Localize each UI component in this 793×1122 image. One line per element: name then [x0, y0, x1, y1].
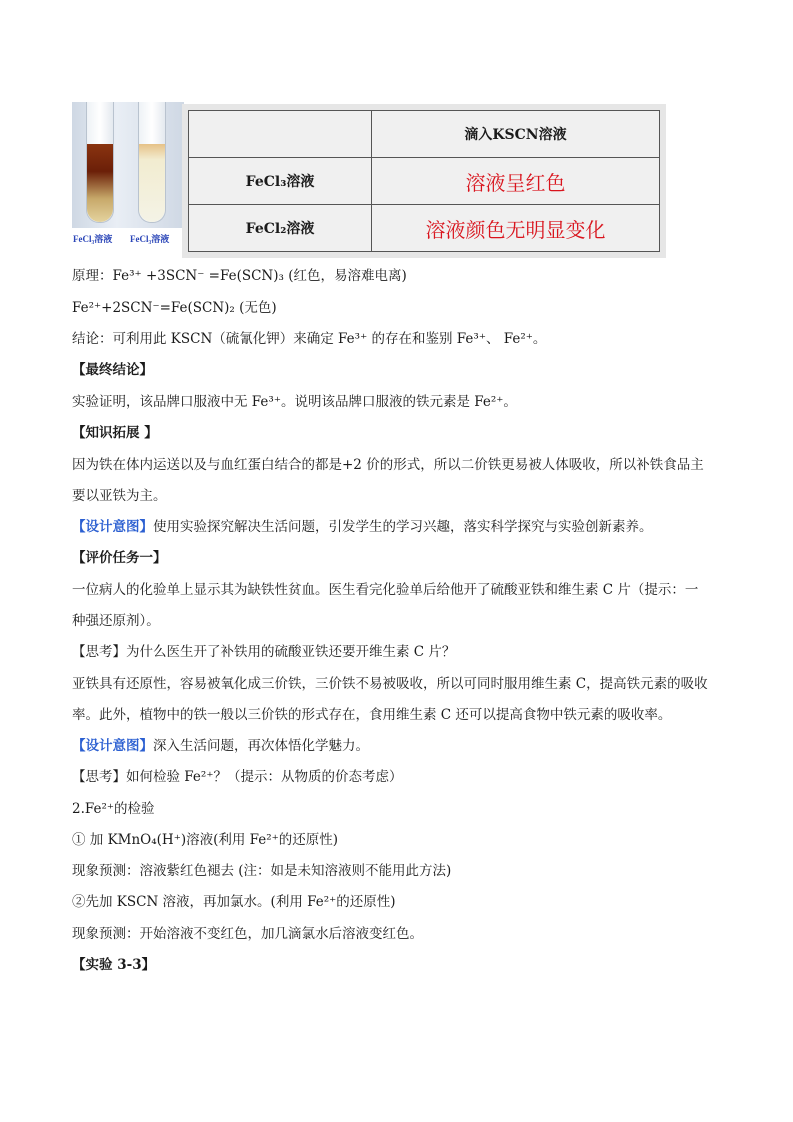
design-intent-tag-1: 【设计意图】 [72, 519, 153, 535]
design-intent-tag-2: 【设计意图】 [72, 738, 153, 754]
design-intent-1 [72, 517, 653, 537]
kscn-result-table [188, 110, 660, 252]
principle-line-2: Fe²⁺+2SCN⁻=Fe(SCN)₂ (无色) [72, 300, 277, 316]
design-intent-text-1: 使用实验探究解决生活问题，引发学生的学习兴趣，落实科学探究与实验创新素养。 [153, 519, 653, 535]
test-tube-fecl3 [86, 102, 114, 223]
answer-text-1: 亚铁具有还原性，容易被氧化成三价铁，三价铁不易被吸收，所以可同时服用维生素 C，提高铁元素的吸收 [72, 676, 708, 692]
design-intent-text-2: 深入生活问题，再次体悟化学魅力。 [153, 738, 369, 754]
test-tubes-photo [72, 102, 184, 250]
method-2: ②先加 KSCN 溶液，再加氯水。(利用 Fe²⁺的还原性) [72, 894, 396, 910]
evaluation-task-heading: 【评价任务一】 [72, 550, 167, 566]
row-result-fecl3: 溶液呈红色 [372, 158, 660, 205]
final-conclusion-text: 实验证明，该品牌口服液中无 Fe³⁺。说明该品牌口服液的铁元素是 Fe²⁺。 [72, 394, 517, 410]
think-question-2: 【思考】如何检验 Fe²⁺？（提示：从物质的价态考虑） [72, 769, 403, 785]
tube-caption-1: FeCl₃溶液 [73, 234, 113, 244]
answer-text-2: 率。此外，植物中的铁一般以三价铁的形式存在，食用维生素 C 还可以提高食物中铁元素的吸收率。 [72, 707, 672, 723]
method-2-prediction: 现象预测：开始溶液不变红色，加几滴氯水后溶液变红色。 [72, 926, 423, 942]
test-tube-fecl3-b [138, 102, 166, 223]
think-question-1: 【思考】为什么医生开了补铁用的硫酸亚铁还要开维生素 C 片？ [72, 644, 456, 660]
row-label-fecl3: FeCl₃溶液 [189, 158, 372, 205]
tubes-photo-background [72, 102, 184, 228]
design-intent-2 [72, 736, 369, 756]
principle-line-1: 原理：Fe³⁺ +3SCN⁻ =Fe(SCN)₃ (红色，易溶难电离) [72, 268, 407, 284]
method-1-prediction: 现象预测：溶液紫红色褪去 (注：如是未知溶液则不能用此方法) [72, 863, 452, 879]
knowledge-expansion-heading: 【知识拓展 】 [72, 425, 158, 441]
experiment-figure [72, 102, 657, 252]
row-label-fecl2: FeCl₂溶液 [189, 205, 372, 252]
knowledge-text-1: 因为铁在体内运送以及与血红蛋白结合的都是+2 价的形式，所以二价铁更易被人体吸收，所以补铁食品主 [72, 457, 704, 473]
experiment-3-3-heading: 【实验 3-3】 [72, 957, 156, 973]
final-conclusion-heading: 【最终结论】 [72, 362, 153, 378]
tube-caption-2: FeCl₃溶液 [130, 234, 170, 244]
row-result-fecl2: 溶液颜色无明显变化 [372, 205, 660, 252]
knowledge-text-2: 要以亚铁为主。 [72, 488, 167, 504]
conclusion-line: 结论：可利用此 KSCN（硫氰化钾）来确定 Fe³⁺ 的存在和鉴别 Fe³⁺、 Fe²⁺。 [72, 331, 547, 347]
table-header: 滴入KSCN溶液 [372, 111, 660, 158]
method-1: ① 加 KMnO₄(H⁺)溶液(利用 Fe²⁺的还原性) [72, 832, 339, 848]
evaluation-text-2: 种强还原剂）。 [72, 613, 160, 629]
fe2-test-heading: 2.Fe²⁺的检验 [72, 801, 155, 817]
table-corner-cell [189, 111, 372, 158]
evaluation-text-1: 一位病人的化验单上显示其为缺铁性贫血。医生看完化验单后给他开了硫酸亚铁和维生素 C 片（提示：一 [72, 582, 699, 598]
